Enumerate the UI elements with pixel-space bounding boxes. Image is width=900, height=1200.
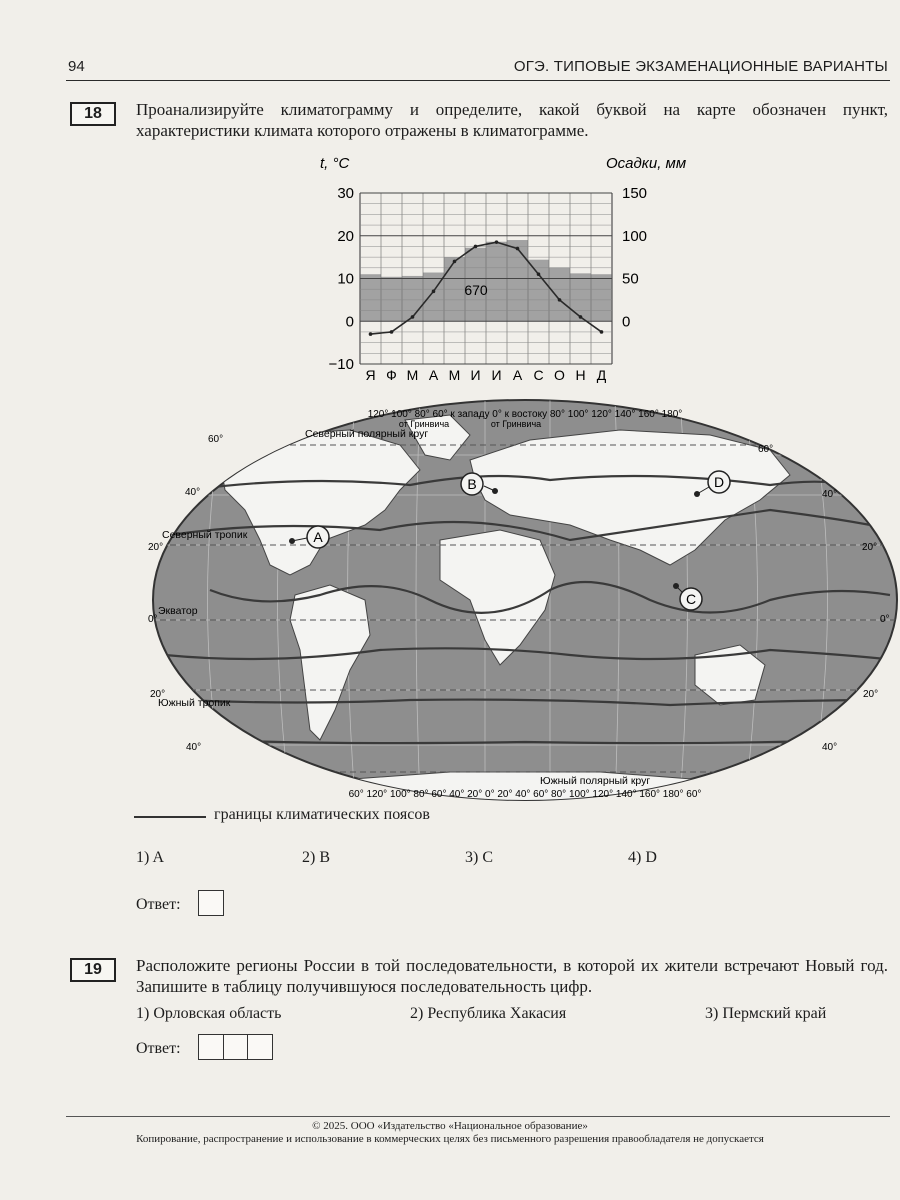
map-point-c-label: C xyxy=(685,591,697,607)
q19-option-2: 2) Республика Хакасия xyxy=(410,1005,567,1022)
precipitation-bar xyxy=(591,274,612,321)
footer-notice: Копирование, распространение и использование в коммерческих целях без письменного разрешения правообладателя не допускается xyxy=(136,1133,764,1145)
q19-answer-box-3[interactable] xyxy=(247,1034,273,1060)
legend-line-sample xyxy=(134,816,206,818)
precipitation-bar xyxy=(486,242,507,322)
q19-answer-box-2[interactable] xyxy=(223,1034,249,1060)
arctic-circle-label: Северный полярный круг xyxy=(305,428,429,440)
precipitation-bar xyxy=(507,240,528,321)
lat-40s-right: 40° xyxy=(822,742,838,753)
temperature-point xyxy=(600,330,604,334)
temperature-point xyxy=(579,315,583,319)
top-longitude-scale: 120° 100° 80° 60° к западу 0° к востоку 80° 100° 120° 140° 160° 180° xyxy=(367,409,683,420)
map-point-d-label: D xyxy=(713,474,725,490)
temperature-point xyxy=(537,272,541,276)
map-point-a-label: A xyxy=(313,529,323,545)
question-19-text: Расположите регионы России в той последовательности, в которой их жители встречают Новый год. Запишите в таблицу получившуюся последовательность цифр. xyxy=(136,956,888,996)
precipitation-bar xyxy=(360,274,381,321)
temperature-tick-label: 10 xyxy=(337,270,354,288)
month-label: И xyxy=(491,367,502,383)
precipitation-axis-label: Осадки, мм xyxy=(606,155,687,172)
precipitation-bar xyxy=(528,260,549,322)
month-label: Я xyxy=(365,367,376,383)
legend-text: границы климатических поясов xyxy=(214,806,430,823)
question-18-text: Проанализируйте климатограмму и определите, какой буквой на карте обозначен пункт, характеристики климата которого отражены в климатограмме. xyxy=(136,100,888,140)
temperature-point xyxy=(516,247,520,251)
q19-answer-boxes xyxy=(198,1034,273,1060)
lat-40s-left: 40° xyxy=(186,742,202,753)
question-number-18: 18 xyxy=(70,102,116,126)
annual-precipitation-total: 670 xyxy=(464,282,488,298)
lat-20n-left: 20° xyxy=(148,542,164,553)
month-label: А xyxy=(512,367,523,383)
q19-answer-box-1[interactable] xyxy=(198,1034,224,1060)
month-label: А xyxy=(428,367,439,383)
lat-0-left: 0° xyxy=(148,614,158,625)
equator-label: Экватор xyxy=(158,605,198,617)
page-header-title: ОГЭ. ТИПОВЫЕ ЭКЗАМЕНАЦИОННЫЕ ВАРИАНТЫ xyxy=(513,58,888,75)
month-label: Ф xyxy=(386,367,397,383)
lat-60n-right: 60° xyxy=(758,444,774,455)
tropic-north-label: Северный тропик xyxy=(162,529,248,541)
month-label: О xyxy=(554,367,565,383)
greenwich-west-label: от Гринвича xyxy=(398,419,450,429)
page-number: 94 xyxy=(68,58,85,75)
month-label: М xyxy=(448,367,461,383)
month-label: И xyxy=(470,367,481,383)
footer-copyright: © 2025. ООО «Издательство «Национальное образование» xyxy=(312,1120,588,1132)
lat-20s-right: 20° xyxy=(863,689,879,700)
map-point-b-label: B xyxy=(467,476,477,492)
q18-answer-label: Ответ: xyxy=(136,896,181,913)
lat-40n-right: 40° xyxy=(822,489,838,500)
greenwich-east-label: от Гринвича xyxy=(490,419,542,429)
month-label: М xyxy=(406,367,419,383)
temperature-point xyxy=(474,245,478,249)
precipitation-bar xyxy=(549,267,570,321)
precipitation-tick-label: 100 xyxy=(622,227,648,245)
month-label: Н xyxy=(575,367,586,383)
q19-answer-label: Ответ: xyxy=(136,1040,181,1057)
temperature-tick-label: 20 xyxy=(337,227,354,245)
world-climate-map xyxy=(150,400,898,802)
lat-20s-left: 20° xyxy=(150,689,166,700)
climatogram xyxy=(300,150,687,390)
month-label: Д xyxy=(596,367,607,383)
temperature-tick-label: 0 xyxy=(345,313,354,331)
header-divider xyxy=(66,80,890,81)
temperature-axis-label: t, °C xyxy=(320,155,350,172)
temperature-point xyxy=(495,240,499,244)
precipitation-tick-label: 150 xyxy=(622,185,648,202)
lat-20n-right: 20° xyxy=(862,542,878,553)
temperature-point xyxy=(369,332,373,336)
lat-60n-left: 60° xyxy=(208,434,224,445)
footer-divider xyxy=(66,1116,890,1117)
tropic-south-label: Южный тропик xyxy=(158,697,231,709)
q18-option-1: 1) A xyxy=(136,849,164,866)
lat-0-right: 0° xyxy=(880,614,890,625)
q18-option-4: 4) D xyxy=(628,849,657,866)
precipitation-tick-label: 50 xyxy=(622,270,639,288)
temperature-point xyxy=(453,260,457,264)
temperature-point xyxy=(432,290,436,294)
temperature-tick-label: −10 xyxy=(328,356,354,373)
temperature-tick-label: 30 xyxy=(337,185,354,202)
temperature-point xyxy=(558,298,562,302)
q18-answer-box[interactable] xyxy=(198,890,224,921)
q19-option-1: 1) Орловская область xyxy=(136,1005,282,1022)
bottom-longitude-scale: 60° 120° 100° 80° 60° 40° 20° 0° 20° 40° 60° 80° 100° 120° 140° 160° 180° 60° xyxy=(348,789,702,800)
temperature-point xyxy=(390,330,394,334)
month-label: С xyxy=(533,367,544,383)
precipitation-bar xyxy=(570,273,591,321)
temperature-point xyxy=(411,315,415,319)
question-number-19: 19 xyxy=(70,958,116,982)
q18-option-3: 3) C xyxy=(465,849,493,866)
q19-option-3: 3) Пермский край xyxy=(705,1005,827,1022)
lat-40n-left: 40° xyxy=(185,487,201,498)
q18-option-2: 2) B xyxy=(302,849,330,866)
antarctic-circle-label: Южный полярный круг xyxy=(540,775,651,787)
precipitation-tick-label: 0 xyxy=(622,313,631,331)
precipitation-bar xyxy=(381,277,402,321)
precipitation-bar xyxy=(402,276,423,321)
